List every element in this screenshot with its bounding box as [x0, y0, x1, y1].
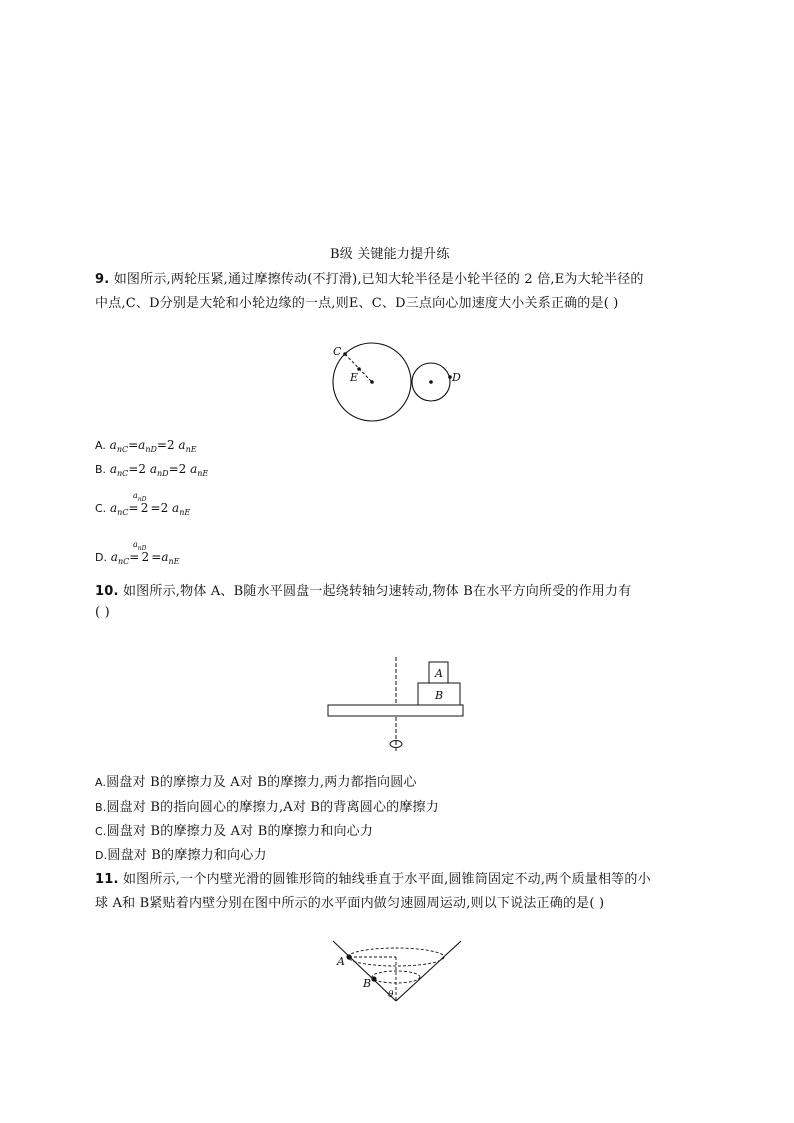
- label-e: E: [350, 371, 359, 384]
- q11-stem-text-1: 如图所示,一个内壁光滑的圆锥形筒的轴线垂直于水平面,圆锥筒固定不动,两个质量相等的小: [122, 872, 651, 887]
- q9-stem-text-1: 如图所示,两轮压紧,通过摩擦传动(不打滑),已知大轮半径是小轮半径的 2 倍,E为大轮半径的: [113, 272, 644, 287]
- q10-stem-text-1: 如图所示,物体 A、B随水平圆盘一起绕转轴匀速转动,物体 B在水平方向所受的作用力有: [122, 584, 632, 599]
- q9-option-d: D. $a_{nC}= 2 =a_{nE}$: [95, 550, 180, 566]
- q9-option-b-expr: $a_{nC}=2$ $a_{nD}=2$ $a_{nE}$: [109, 462, 209, 478]
- cone-left-wall: [333, 941, 396, 1001]
- q9-option-b: B. $a_{nC}=2$ $a_{nD}=2$ $a_{nE}$: [95, 462, 209, 478]
- q9-option-a-expr: $a_{nC}=a_{nD}=2$ $a_{nE}$: [109, 438, 197, 454]
- q10-stem-line1: [95, 580, 631, 599]
- q11-stem-line2: 球 A和 B紧贴着内壁分别在图中所示的水平面内做匀速圆周运动,则以下说法正确的是( ): [95, 896, 605, 911]
- q9-option-d-numerator: $a_{nD}$: [133, 540, 147, 552]
- q9-option-d-expr: $a_{nC}= 2 =a_{nE}$: [110, 550, 180, 566]
- q9-option-c: C. $a_{nC}= 2 =2$ $a_{nE}$: [95, 501, 191, 517]
- label-d: D: [452, 371, 461, 384]
- q9-stem-line2: 中点,C、D分别是大轮和小轮边缘的一点,则E、C、D三点向心加速度大小关系正确的是( ): [95, 296, 619, 311]
- disk: [328, 705, 463, 716]
- label-a: A: [435, 667, 443, 680]
- q10-stem-line2: ( ): [95, 605, 110, 620]
- q9-number: 9.: [95, 272, 110, 287]
- q9-option-c-expr: $a_{nC}= 2 =2$ $a_{nE}$: [110, 501, 191, 517]
- point-c-dot: [343, 352, 347, 356]
- q11-stem-line1: [95, 868, 651, 887]
- q10-option-a: A.圆盘对 B的摩擦力及 A对 B的摩擦力,两力都指向圆心: [95, 775, 417, 790]
- q11-figure-cone: [325, 935, 470, 1005]
- q11-number: 11.: [95, 872, 119, 887]
- label-b: B: [363, 977, 372, 990]
- ball-a: [346, 954, 351, 959]
- q10-option-c: C.圆盘对 B的摩擦力及 A对 B的摩擦力和向心力: [95, 824, 374, 839]
- section-title: B级 关键能力提升练: [330, 247, 450, 262]
- q9-option-c-numerator: $a_{nD}$: [133, 491, 147, 503]
- big-center-dot: [370, 380, 374, 384]
- label-a: A: [337, 955, 345, 968]
- label-theta: θ: [388, 990, 394, 1000]
- q10-number: 10.: [95, 584, 119, 599]
- q10-option-b: B.圆盘对 B的指向圆心的摩擦力,A对 B的背离圆心的摩擦力: [95, 800, 439, 815]
- label-c: C: [333, 345, 342, 358]
- q10-figure-disk: [325, 655, 470, 755]
- q9-figure-wheels: [325, 340, 475, 430]
- q9-option-a: A. $a_{nC}=a_{nD}=2$ $a_{nE}$: [95, 438, 197, 454]
- label-b: B: [435, 689, 444, 702]
- ball-b: [371, 976, 376, 981]
- q9-stem-line1: [95, 268, 644, 287]
- small-center-dot: [429, 380, 433, 384]
- q10-option-d: D.圆盘对 B的摩擦力和向心力: [95, 848, 267, 863]
